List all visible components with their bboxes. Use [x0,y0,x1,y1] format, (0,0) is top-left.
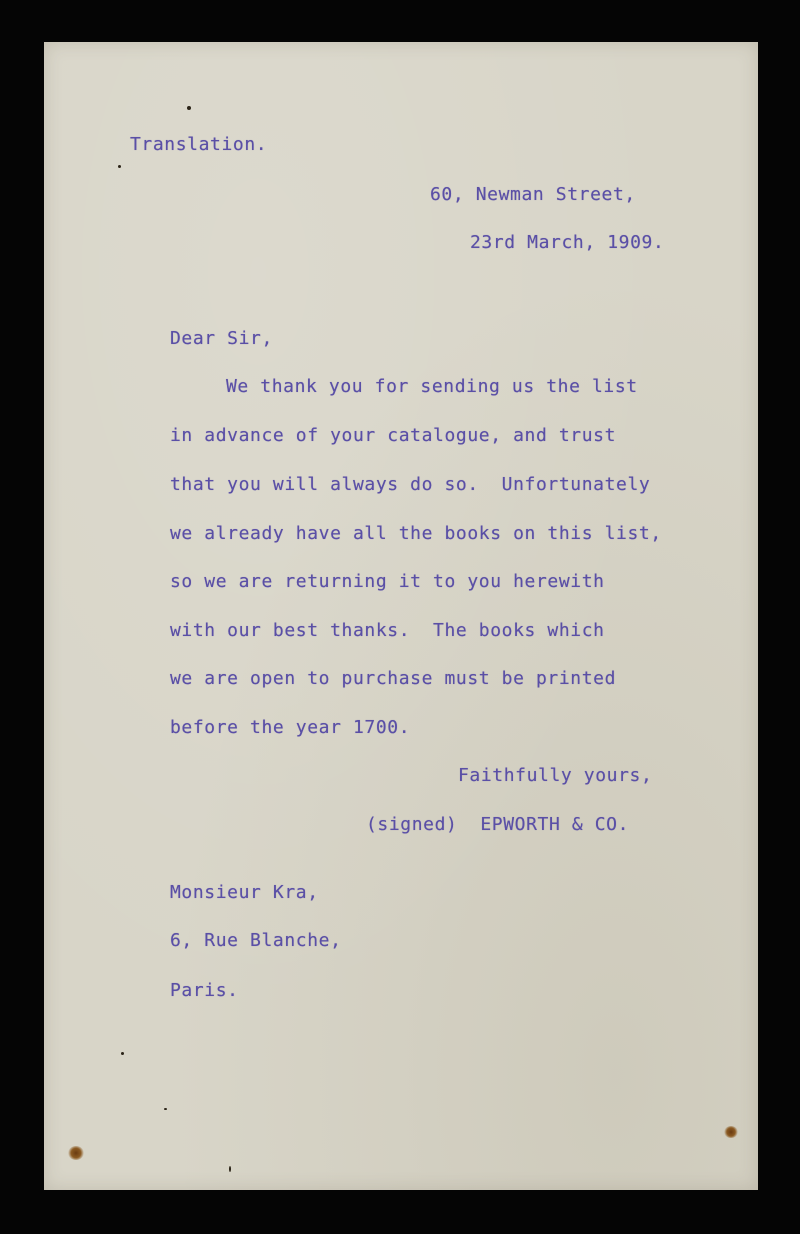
letter-heading: Translation. [130,134,268,155]
body-line: with our best thanks. The books which [170,620,605,641]
paper-speck [121,1052,124,1055]
recipient-name: Monsieur Kra, [170,882,319,903]
paper-speck [118,165,121,168]
sender-address: 60, Newman Street, [430,184,636,205]
signature: (signed) EPWORTH & CO. [366,814,630,835]
paper-speck [229,1166,231,1172]
body-line: we are open to purchase must be printed [170,668,617,689]
closing: Faithfully yours, [458,765,653,786]
paper-speck [164,1108,167,1110]
recipient-street: 6, Rue Blanche, [170,930,342,951]
body-line: in advance of your catalogue, and trust [170,425,617,446]
body-line: We thank you for sending us the list [226,376,638,397]
body-line: that you will always do so. Unfortunately [170,474,651,495]
recipient-city: Paris. [170,980,239,1001]
body-line: so we are returning it to you herewith [170,571,605,592]
salutation: Dear Sir, [170,328,273,349]
body-line: before the year 1700. [170,717,411,738]
paper-speck [187,106,191,110]
letter-sheet [44,42,758,1190]
rust-spot [68,1146,84,1160]
rust-spot [724,1126,738,1138]
letter-date: 23rd March, 1909. [470,232,665,253]
body-line: we already have all the books on this list, [170,523,662,544]
